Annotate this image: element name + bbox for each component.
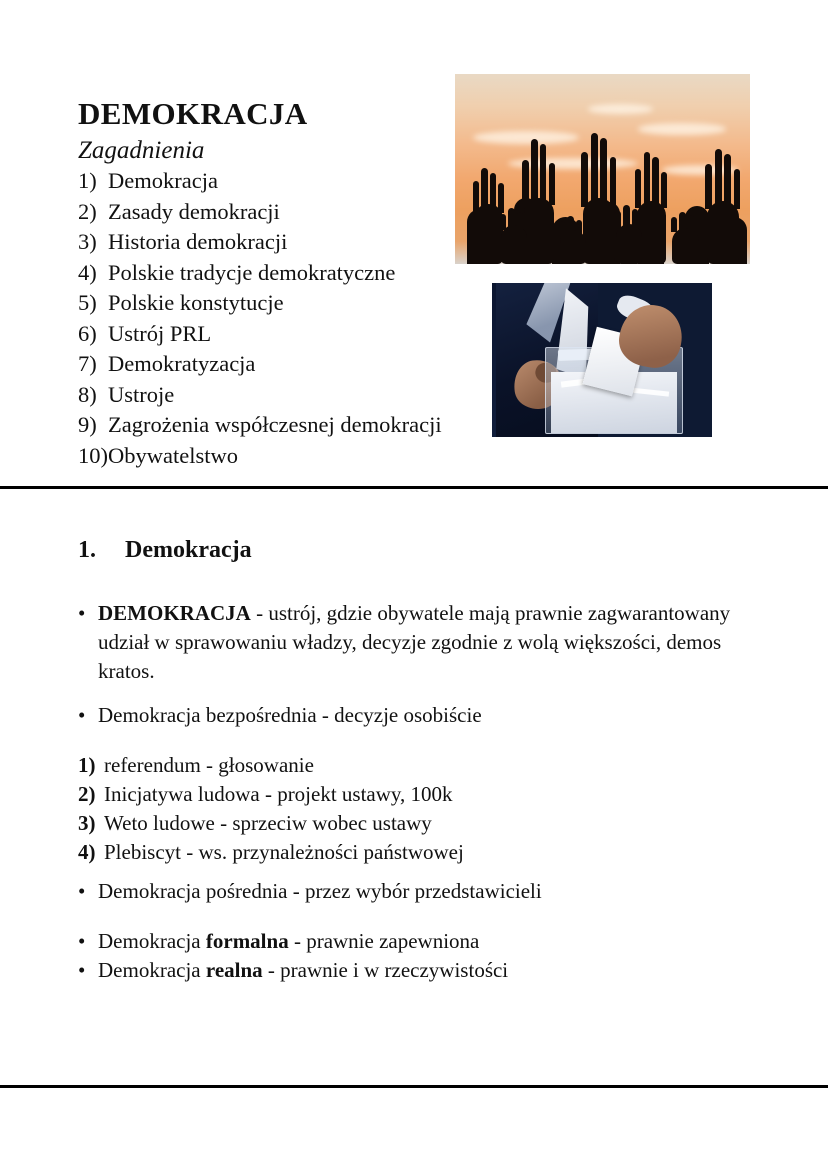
toc-item-number: 8) bbox=[78, 381, 97, 407]
toc-item-label: Polskie tradycje demokratyczne bbox=[108, 259, 396, 285]
title-column bbox=[78, 96, 458, 471]
formal-rest: - prawnie zapewniona bbox=[288, 929, 480, 953]
real-term: realna bbox=[205, 957, 263, 982]
raised-hands-sunset-photo bbox=[455, 74, 750, 264]
formal-democracy-text bbox=[98, 927, 758, 956]
list-item bbox=[78, 319, 458, 349]
form-number: 3) bbox=[78, 810, 96, 835]
section-number: 1. bbox=[78, 537, 96, 563]
list-item bbox=[78, 441, 458, 471]
toc-label: Zagadnienia bbox=[78, 136, 205, 164]
indirect-democracy-bullet bbox=[78, 877, 758, 906]
page-title: DEMOKRACJA bbox=[78, 96, 308, 131]
list-item bbox=[78, 751, 758, 780]
toc-item-number: 9) bbox=[78, 412, 97, 438]
bullet-icon: • bbox=[78, 601, 86, 625]
list-item bbox=[78, 877, 758, 906]
content-slide bbox=[0, 489, 828, 1085]
list-item bbox=[78, 227, 458, 257]
toc-item-number: 6) bbox=[78, 320, 97, 346]
list-item bbox=[78, 410, 458, 440]
toc-item-label: Demokracja bbox=[108, 168, 218, 194]
direct-democracy-text: Demokracja bezpośrednia - decyzje osobiście bbox=[98, 703, 482, 727]
toc-item-number: 4) bbox=[78, 259, 97, 285]
indirect-democracy-text: Demokracja pośrednia - przez wybór przedstawicieli bbox=[98, 879, 542, 903]
form-text: Weto ludowe - sprzeciw wobec ustawy bbox=[104, 810, 432, 835]
list-item bbox=[78, 780, 758, 809]
list-item bbox=[78, 288, 458, 318]
list-item bbox=[78, 701, 758, 730]
definition-bullet bbox=[78, 599, 758, 685]
toc-item-number: 3) bbox=[78, 229, 97, 255]
section-heading bbox=[78, 537, 252, 564]
list-item bbox=[78, 380, 458, 410]
real-prefix: Demokracja bbox=[98, 957, 206, 982]
list-item bbox=[78, 349, 458, 379]
bullet-icon: • bbox=[78, 879, 86, 903]
form-number: 4) bbox=[78, 839, 96, 864]
list-item bbox=[78, 166, 458, 196]
toc-item-label: Ustrój PRL bbox=[108, 320, 212, 346]
toc-item-number: 5) bbox=[78, 290, 97, 316]
bullet-icon: • bbox=[78, 957, 86, 982]
toc-item-label: Demokratyzacja bbox=[108, 351, 256, 377]
bullet-icon: • bbox=[78, 929, 86, 953]
real-rest: - prawnie i w rzeczywistości bbox=[262, 957, 509, 982]
list-item bbox=[78, 927, 758, 956]
toc-item-number: 1) bbox=[78, 168, 97, 194]
list-item bbox=[78, 599, 758, 685]
definition-term: DEMOKRACJA bbox=[98, 601, 251, 625]
democracy-types bbox=[78, 927, 758, 985]
form-text: Plebiscyt - ws. przynależności państwowej bbox=[104, 839, 464, 864]
list-item bbox=[78, 838, 758, 867]
toc-item-number: 7) bbox=[78, 351, 97, 377]
form-number: 1) bbox=[78, 753, 96, 777]
section-title: Demokracja bbox=[125, 537, 252, 563]
section-divider-bottom bbox=[0, 1085, 828, 1088]
toc-list bbox=[78, 166, 458, 471]
real-democracy-text bbox=[98, 956, 758, 985]
definition-text bbox=[98, 599, 758, 685]
formal-prefix: Demokracja bbox=[98, 929, 206, 953]
toc-item-label: Ustroje bbox=[108, 381, 175, 407]
toc-item-label: Historia demokracji bbox=[108, 229, 288, 255]
form-number: 2) bbox=[78, 781, 96, 806]
ballot-box-voting-photo bbox=[492, 283, 712, 437]
list-item bbox=[78, 956, 758, 985]
toc-item-number: 2) bbox=[78, 198, 97, 224]
toc-item-number: 10) bbox=[78, 442, 108, 468]
toc-item-label: Zagrożenia współczesnej demokracji bbox=[108, 412, 442, 438]
list-item bbox=[78, 809, 758, 838]
form-text: Inicjatywa ludowa - projekt ustawy, 100k bbox=[104, 781, 453, 806]
definition-body: - ustrój, gdzie obywatele mają prawnie zagwarantowany udział w sprawowaniu władzy, decyzje zgodnie z wolą większości, demos kratos. bbox=[98, 601, 731, 683]
list-item bbox=[78, 258, 458, 288]
toc-item-label: Obywatelstwo bbox=[108, 442, 238, 468]
direct-democracy-bullet bbox=[78, 701, 758, 730]
title-slide bbox=[0, 0, 828, 487]
form-text: referendum - głosowanie bbox=[104, 753, 314, 777]
bullet-icon: • bbox=[78, 703, 86, 727]
list-item bbox=[78, 197, 458, 227]
toc-item-label: Zasady demokracji bbox=[108, 198, 280, 224]
formal-term: formalna bbox=[205, 929, 289, 953]
direct-democracy-forms bbox=[78, 751, 758, 867]
toc-item-label: Polskie konstytucje bbox=[108, 290, 284, 316]
